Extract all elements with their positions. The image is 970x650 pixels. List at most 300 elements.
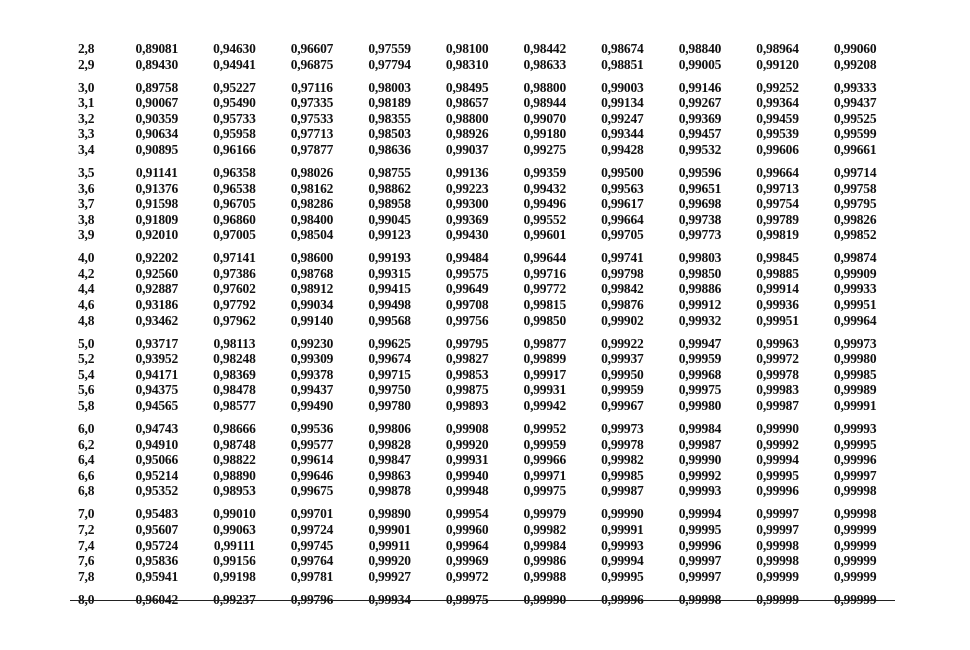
value-cell: 0,99999: [833, 553, 877, 569]
value-cell: 0,99972: [756, 351, 799, 367]
value-cell: 0,99819: [756, 227, 799, 243]
value-cell: 0,99198: [213, 568, 256, 584]
value-cell: 0,99927: [368, 568, 411, 584]
value-cell: 0,98890: [213, 467, 256, 483]
row-key-cell: 3,7: [78, 196, 95, 212]
value-cell: 0,99932: [678, 312, 722, 328]
value-cell: 0,99847: [368, 452, 411, 468]
value-cell: 0,98840: [678, 41, 722, 56]
value-cell: 0,89758: [135, 79, 179, 95]
value-cell: 0,99998: [833, 506, 877, 522]
table-row: [70, 57, 894, 73]
value-cell: 0,99780: [368, 398, 411, 414]
value-cell: 0,99999: [756, 568, 799, 584]
value-cell: 0,93462: [135, 312, 179, 328]
value-cell: 0,98100: [445, 41, 489, 56]
value-cell: 0,99369: [445, 211, 489, 227]
value-cell: 0,99359: [523, 164, 566, 180]
value-cell: 0,98478: [213, 382, 256, 398]
value-cell: 0,99714: [833, 164, 877, 180]
value-cell: 0,97713: [290, 126, 334, 142]
row-key-cell: 7,0: [78, 506, 95, 522]
value-cell: 0,99993: [833, 421, 877, 437]
value-cell: 0,99972: [445, 568, 489, 584]
table-row: [70, 522, 894, 538]
value-cell: 0,99459: [756, 110, 799, 126]
value-cell: 0,99942: [523, 398, 566, 414]
value-cell: 0,99575: [445, 265, 489, 281]
row-key-cell: 3,2: [78, 110, 95, 126]
value-cell: 0,99852: [833, 227, 877, 243]
value-cell: 0,99920: [368, 553, 411, 569]
value-cell: 0,98577: [213, 398, 256, 414]
value-cell: 0,99826: [833, 211, 877, 227]
value-cell: 0,96358: [213, 164, 256, 180]
value-cell: 0,99651: [678, 180, 722, 196]
value-cell: 0,99999: [756, 591, 799, 607]
value-cell: 0,99992: [756, 436, 799, 452]
value-cell: 0,99140: [290, 312, 334, 328]
value-cell: 0,97005: [213, 227, 256, 243]
value-cell: 0,99764: [290, 553, 334, 569]
value-cell: 0,99964: [833, 312, 877, 328]
table-row: [70, 95, 894, 111]
row-key-cell: 6,0: [78, 421, 95, 437]
value-cell: 0,99908: [445, 421, 489, 437]
value-cell: 0,99437: [833, 95, 877, 111]
value-cell: 0,97794: [368, 56, 411, 72]
row-key-cell: 6,2: [78, 436, 95, 452]
value-cell: 0,99773: [678, 227, 722, 243]
value-cell: 0,99948: [445, 483, 489, 499]
row-key-cell: 5,6: [78, 382, 95, 398]
row-key-cell: 3,0: [78, 79, 95, 95]
row-key-cell: 4,8: [78, 312, 95, 328]
group-spacer: [70, 499, 894, 506]
value-cell: 0,99111: [213, 537, 255, 553]
value-cell: 0,99333: [833, 79, 877, 95]
value-cell: 0,99994: [756, 452, 799, 468]
value-cell: 0,99997: [756, 521, 799, 537]
row-key-cell: 4,6: [78, 297, 95, 313]
value-cell: 0,99990: [601, 506, 644, 522]
value-cell: 0,99995: [833, 436, 877, 452]
value-cell: 0,99344: [601, 126, 644, 142]
value-cell: 0,97792: [213, 297, 256, 313]
spacer-cell: [70, 328, 894, 335]
value-cell: 0,99247: [601, 110, 644, 126]
value-cell: 0,99437: [290, 382, 334, 398]
spacer-cell: [70, 158, 894, 165]
value-cell: 0,99701: [290, 506, 334, 522]
table-row: [70, 250, 894, 266]
value-cell: 0,96860: [213, 211, 256, 227]
value-cell: 0,99649: [445, 281, 489, 297]
value-cell: 0,99990: [678, 452, 722, 468]
value-cell: 0,99995: [756, 467, 799, 483]
value-cell: 0,99806: [368, 421, 411, 437]
table-row: [70, 437, 894, 453]
spacer-cell: [70, 72, 894, 79]
value-cell: 0,99796: [290, 591, 334, 607]
value-cell: 0,99954: [445, 506, 489, 522]
row-key-cell: 3,6: [78, 180, 95, 196]
value-cell: 0,98822: [213, 452, 256, 468]
value-cell: 0,98600: [290, 250, 334, 266]
value-cell: 0,95733: [213, 110, 256, 126]
row-key-cell: 6,4: [78, 452, 95, 468]
value-cell: 0,99430: [445, 227, 489, 243]
table-row: [70, 266, 894, 282]
value-cell: 0,99675: [290, 483, 334, 499]
value-cell: 0,90067: [135, 95, 179, 111]
value-cell: 0,98495: [445, 79, 489, 95]
value-cell: 0,99828: [368, 436, 411, 452]
value-cell: 0,98862: [368, 180, 411, 196]
value-cell: 0,99998: [833, 483, 877, 499]
value-cell: 0,99971: [523, 467, 566, 483]
value-cell: 0,99715: [368, 366, 411, 382]
value-cell: 0,98800: [445, 110, 489, 126]
value-cell: 0,99951: [833, 297, 877, 313]
value-cell: 0,99484: [445, 250, 489, 266]
row-key-cell: 3,4: [78, 141, 95, 157]
value-cell: 0,99781: [290, 568, 334, 584]
value-cell: 0,99978: [756, 366, 799, 382]
value-cell: 0,98958: [368, 196, 411, 212]
value-cell: 0,99315: [368, 265, 411, 281]
value-cell: 0,95227: [213, 79, 256, 95]
table-row: [70, 468, 894, 484]
row-key-cell: 3,3: [78, 126, 95, 142]
value-cell: 0,99969: [445, 553, 489, 569]
value-cell: 0,99886: [678, 281, 722, 297]
value-cell: 0,99457: [678, 126, 722, 142]
statistical-table: [70, 41, 894, 607]
value-cell: 0,99772: [523, 281, 566, 297]
value-cell: 0,99180: [523, 126, 566, 142]
value-cell: 0,98310: [445, 56, 489, 72]
value-cell: 0,99885: [756, 265, 799, 281]
value-cell: 0,99741: [601, 250, 644, 266]
value-cell: 0,99789: [756, 211, 799, 227]
value-cell: 0,99146: [678, 79, 722, 95]
value-cell: 0,99997: [833, 467, 877, 483]
value-cell: 0,99230: [290, 335, 334, 351]
value-cell: 0,99539: [756, 126, 799, 142]
value-cell: 0,98964: [756, 41, 799, 56]
value-cell: 0,99968: [678, 366, 722, 382]
value-cell: 0,99931: [523, 382, 566, 398]
value-cell: 0,99599: [833, 126, 877, 142]
table-row: [70, 297, 894, 313]
table-row: [70, 281, 894, 297]
value-cell: 0,99947: [678, 335, 722, 351]
value-cell: 0,99960: [445, 521, 489, 537]
value-cell: 0,99914: [756, 281, 799, 297]
value-cell: 0,95214: [135, 467, 179, 483]
row-key-cell: 3,5: [78, 164, 95, 180]
row-key-cell: 2,8: [78, 41, 95, 56]
value-cell: 0,98636: [368, 141, 411, 157]
value-cell: 0,90634: [135, 126, 179, 142]
value-cell: 0,99984: [678, 421, 722, 437]
value-cell: 0,99275: [523, 141, 566, 157]
value-cell: 0,99973: [833, 335, 877, 351]
table-row: [70, 351, 894, 367]
value-cell: 0,99959: [678, 351, 722, 367]
group-spacer: [70, 328, 894, 335]
row-key-cell: 5,8: [78, 398, 95, 414]
value-cell: 0,99998: [678, 591, 722, 607]
value-cell: 0,99005: [678, 56, 722, 72]
value-cell: 0,99920: [445, 436, 489, 452]
value-cell: 0,98400: [290, 211, 334, 227]
table-row: [70, 553, 894, 569]
value-cell: 0,98851: [601, 56, 644, 72]
value-cell: 0,99034: [290, 297, 334, 313]
value-cell: 0,94630: [213, 41, 256, 56]
value-cell: 0,98944: [523, 95, 566, 111]
table-row: [70, 506, 894, 522]
value-cell: 0,99716: [523, 265, 566, 281]
row-key-cell: 4,2: [78, 265, 95, 281]
value-cell: 0,97559: [368, 41, 411, 56]
value-cell: 0,94910: [135, 436, 179, 452]
value-cell: 0,99536: [290, 421, 334, 437]
row-key-cell: 3,8: [78, 211, 95, 227]
value-cell: 0,98953: [213, 483, 256, 499]
value-cell: 0,94565: [135, 398, 179, 414]
value-cell: 0,95958: [213, 126, 256, 142]
spacer-cell: [70, 414, 894, 421]
value-cell: 0,99992: [678, 467, 722, 483]
value-cell: 0,95483: [135, 506, 179, 522]
table-row: [70, 538, 894, 554]
value-cell: 0,99364: [756, 95, 799, 111]
value-cell: 0,96538: [213, 180, 256, 196]
value-cell: 0,99993: [601, 537, 644, 553]
value-cell: 0,98113: [213, 335, 256, 351]
value-cell: 0,99123: [368, 227, 411, 243]
table-row: [70, 126, 894, 142]
value-cell: 0,99237: [213, 591, 256, 607]
value-cell: 0,99963: [756, 335, 799, 351]
value-cell: 0,99996: [601, 591, 644, 607]
value-cell: 0,98355: [368, 110, 411, 126]
value-cell: 0,99964: [445, 537, 489, 553]
value-cell: 0,99798: [601, 265, 644, 281]
value-cell: 0,96166: [213, 141, 256, 157]
group-spacer: [70, 72, 894, 79]
value-cell: 0,99756: [445, 312, 489, 328]
value-cell: 0,99661: [833, 141, 877, 157]
value-cell: 0,99850: [523, 312, 566, 328]
bottom-rule: [70, 600, 895, 601]
value-cell: 0,99950: [601, 366, 644, 382]
value-cell: 0,98755: [368, 164, 411, 180]
value-cell: 0,99863: [368, 467, 411, 483]
value-cell: 0,99978: [601, 436, 644, 452]
value-cell: 0,98657: [445, 95, 489, 111]
value-cell: 0,98768: [290, 265, 334, 281]
table-row: [70, 196, 894, 212]
value-cell: 0,99601: [523, 227, 566, 243]
value-cell: 0,93952: [135, 351, 179, 367]
value-cell: 0,99625: [368, 335, 411, 351]
value-cell: 0,97877: [290, 141, 334, 157]
value-cell: 0,99037: [445, 141, 489, 157]
value-cell: 0,95941: [135, 568, 179, 584]
row-key-cell: 6,8: [78, 483, 95, 499]
value-cell: 0,99990: [756, 421, 799, 437]
value-cell: 0,99803: [678, 250, 722, 266]
value-cell: 0,99988: [523, 568, 566, 584]
value-cell: 0,99985: [833, 366, 877, 382]
value-cell: 0,99674: [368, 351, 411, 367]
value-cell: 0,99309: [290, 351, 334, 367]
value-cell: 0,98504: [290, 227, 334, 243]
value-cell: 0,91598: [135, 196, 179, 212]
value-cell: 0,98674: [601, 41, 644, 56]
table-row: [70, 227, 894, 243]
table-row: [70, 367, 894, 383]
row-key-cell: 7,6: [78, 553, 95, 569]
value-cell: 0,95490: [213, 95, 256, 111]
value-cell: 0,98666: [213, 421, 256, 437]
value-cell: 0,99713: [756, 180, 799, 196]
value-cell: 0,95607: [135, 521, 179, 537]
value-cell: 0,99705: [601, 227, 644, 243]
value-cell: 0,99876: [601, 297, 644, 313]
value-cell: 0,99983: [756, 382, 799, 398]
value-cell: 0,99156: [213, 553, 256, 569]
group-spacer: [70, 584, 894, 591]
value-cell: 0,97141: [213, 250, 256, 266]
row-key-cell: 4,4: [78, 281, 95, 297]
value-cell: 0,99991: [833, 398, 877, 414]
value-cell: 0,99738: [678, 211, 722, 227]
value-cell: 0,98162: [290, 180, 334, 196]
value-cell: 0,97533: [290, 110, 334, 126]
value-cell: 0,99428: [601, 141, 644, 157]
value-cell: 0,99890: [368, 506, 411, 522]
value-cell: 0,99931: [445, 452, 489, 468]
table-row: [70, 382, 894, 398]
value-cell: 0,99267: [678, 95, 722, 111]
value-cell: 0,99997: [756, 506, 799, 522]
value-cell: 0,89430: [135, 56, 179, 72]
value-cell: 0,94171: [135, 366, 179, 382]
value-cell: 0,99952: [523, 421, 566, 437]
value-cell: 0,99993: [678, 483, 722, 499]
table-body: [70, 41, 894, 607]
value-cell: 0,99853: [445, 366, 489, 382]
value-cell: 0,99490: [290, 398, 334, 414]
value-cell: 0,92010: [135, 227, 179, 243]
value-cell: 0,99877: [523, 335, 566, 351]
value-cell: 0,99134: [601, 95, 644, 111]
value-cell: 0,99911: [368, 537, 411, 553]
value-cell: 0,99568: [368, 312, 411, 328]
value-cell: 0,99664: [756, 164, 799, 180]
value-cell: 0,99552: [523, 211, 566, 227]
value-cell: 0,99010: [213, 506, 256, 522]
value-cell: 0,99979: [523, 506, 566, 522]
value-cell: 0,97116: [291, 79, 333, 95]
value-cell: 0,99878: [368, 483, 411, 499]
table-row: [70, 165, 894, 181]
value-cell: 0,95724: [135, 537, 179, 553]
value-cell: 0,99208: [833, 56, 877, 72]
value-cell: 0,99933: [833, 281, 877, 297]
value-cell: 0,94743: [135, 421, 179, 437]
value-cell: 0,99432: [523, 180, 566, 196]
value-cell: 0,97962: [213, 312, 256, 328]
value-cell: 0,99912: [678, 297, 722, 313]
row-key-cell: 5,0: [78, 335, 95, 351]
table-row: [70, 483, 894, 499]
value-cell: 0,89081: [135, 41, 179, 56]
value-cell: 0,99577: [290, 436, 334, 452]
value-cell: 0,99997: [678, 568, 722, 584]
value-cell: 0,93186: [135, 297, 179, 313]
value-cell: 0,99893: [445, 398, 489, 414]
value-cell: 0,99223: [445, 180, 489, 196]
value-cell: 0,99899: [523, 351, 566, 367]
table-row: [70, 313, 894, 329]
value-cell: 0,99827: [445, 351, 489, 367]
value-cell: 0,99987: [678, 436, 722, 452]
value-cell: 0,99664: [601, 211, 644, 227]
value-cell: 0,99980: [833, 351, 877, 367]
value-cell: 0,99996: [756, 483, 799, 499]
value-cell: 0,99995: [601, 568, 644, 584]
value-cell: 0,91141: [135, 164, 178, 180]
value-cell: 0,93717: [135, 335, 179, 351]
value-cell: 0,98800: [523, 79, 566, 95]
table-row: [70, 111, 894, 127]
value-cell: 0,99850: [678, 265, 722, 281]
value-cell: 0,99496: [523, 196, 566, 212]
value-cell: 0,99698: [678, 196, 722, 212]
value-cell: 0,99003: [601, 79, 644, 95]
value-cell: 0,96607: [290, 41, 334, 56]
table-row: [70, 452, 894, 468]
spacer-cell: [70, 243, 894, 250]
value-cell: 0,99966: [523, 452, 566, 468]
value-cell: 0,99999: [833, 537, 877, 553]
value-cell: 0,94941: [213, 56, 256, 72]
value-cell: 0,99985: [601, 467, 644, 483]
group-spacer: [70, 243, 894, 250]
value-cell: 0,99917: [523, 366, 566, 382]
value-cell: 0,99045: [368, 211, 411, 227]
value-cell: 0,99959: [601, 382, 644, 398]
value-cell: 0,99745: [290, 537, 334, 553]
value-cell: 0,99990: [523, 591, 566, 607]
row-key-cell: 3,9: [78, 227, 95, 243]
row-key-cell: 7,4: [78, 537, 95, 553]
value-cell: 0,99967: [601, 398, 644, 414]
value-cell: 0,99646: [290, 467, 334, 483]
row-key-cell: 7,8: [78, 568, 95, 584]
value-cell: 0,99998: [756, 553, 799, 569]
row-key-cell: 3,1: [78, 95, 95, 111]
table-row: [70, 569, 894, 585]
value-cell: 0,99596: [678, 164, 722, 180]
value-cell: 0,91376: [135, 180, 179, 196]
